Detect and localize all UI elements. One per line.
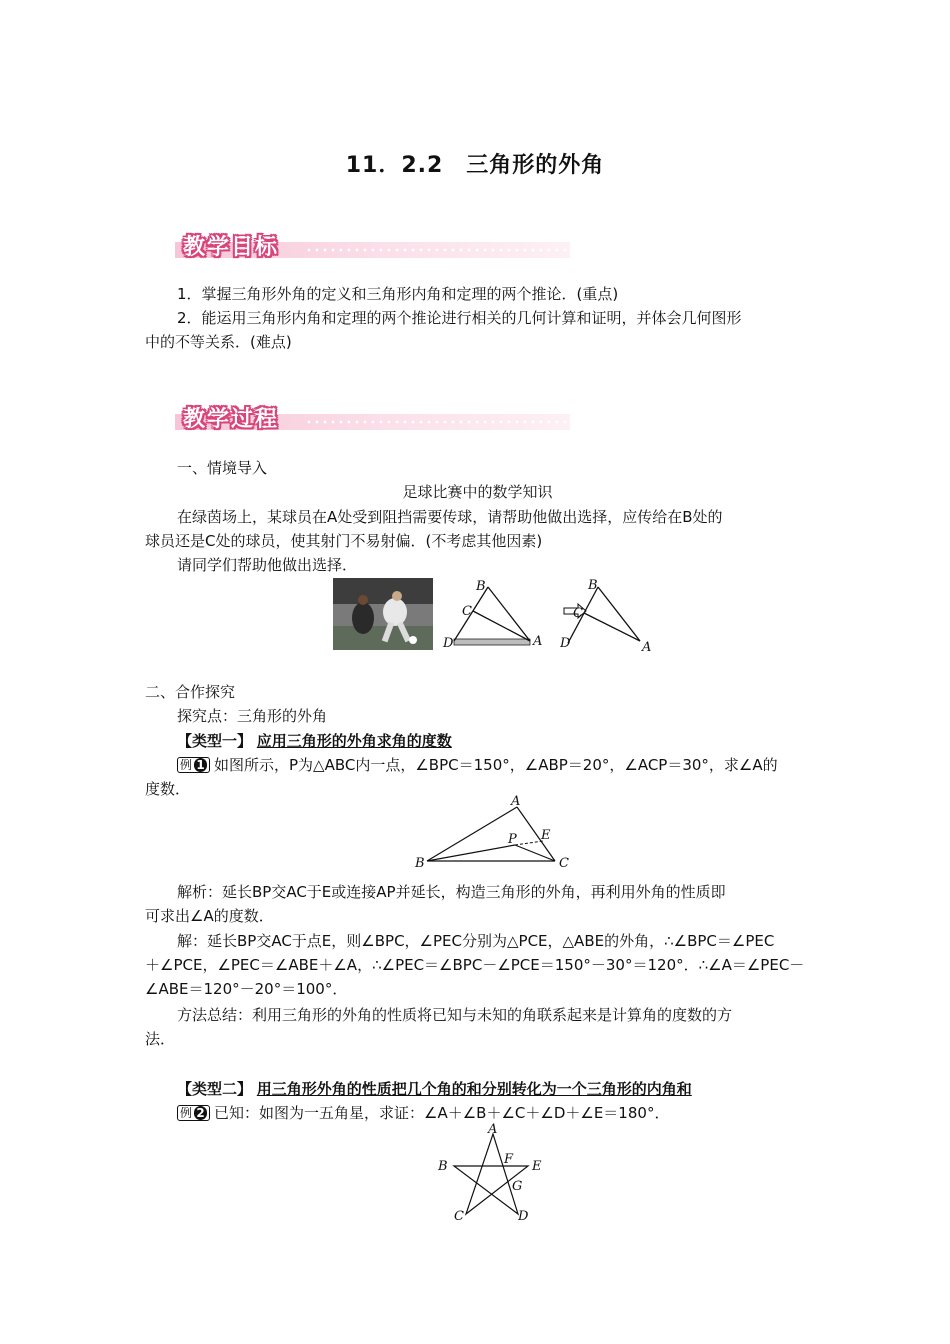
explore-point: 探究点：三角形的外角 [177,707,328,725]
example-1-text: 如图所示，P为△ABC内一点，∠BPC＝150°，∠ABP＝20°，∠ACP＝30°，求∠A的 [214,756,778,774]
star-label-F: F [504,1152,514,1167]
process-banner [175,402,570,436]
objectives-heading: 教学目标 [183,235,280,260]
story-title: 足球比赛中的数学知识 [402,483,553,501]
process-heading: 教学过程 [183,407,280,432]
type-2-label: 【类型二】 [177,1080,253,1098]
example-1-line2: 度数． [145,780,191,798]
triangle-diagram-right [560,575,660,655]
story-paragraph-line1: 在绿茵场上，某球员在A处受到阻挡需要传球，请帮助他做出选择，应传给在B处的 [177,508,723,526]
type-1-label: 【类型一】 [177,732,253,750]
story-paragraph-line2: 球员还是C处的球员，使其射门不易射偏．(不考虑其他因素) [145,532,543,550]
summary-line2: 法． [145,1030,176,1048]
story-prompt: 请同学们帮助他做出选择． [177,556,358,574]
type-2-title: 用三角形外角的性质把几个角的和分别转化为一个三角形的内角和 [256,1080,692,1098]
type-2-heading [145,1077,842,1101]
label-A: A [533,634,543,649]
ex1-label-P: P [508,832,517,847]
ex1-label-E: E [541,828,551,843]
section-1-heading: 一、情境导入 [177,459,268,477]
objective-2-line1: 2．能运用三角形内角和定理的两个推论进行相关的几何计算和证明，并体会几何图形 [177,309,742,327]
ex1-label-A: A [511,795,521,809]
ex1-label-B: B [415,856,425,871]
example-2-text: 已知：如图为一五角星，求证：∠A＋∠B＋∠C＋∠D＋∠E＝180°． [214,1104,670,1122]
example-1-figure [405,795,585,875]
objective-2-line2: 中的不等关系．(难点) [145,333,292,351]
page-title: 11．2.2 三角形的外角 [345,153,605,178]
example-1-badge: 例 1 [177,757,210,773]
example-1-line1 [177,753,842,777]
label-B-2: B [588,578,598,593]
star-label-E: E [532,1159,542,1174]
label-A-2: A [642,640,652,655]
objective-1: 1．掌握三角形外角的定义和三角形内角和定理的两个推论．(重点) [177,285,619,303]
analysis-line2: 可求出∠A的度数． [145,907,274,925]
analysis-line1: 解析：延长BP交AC于E或连接AP并延长，构造三角形的外角，再利用外角的性质即 [177,883,726,901]
solution-line2: ＋∠PCE，∠PEC＝∠ABE＋∠A，∴∠PEC＝∠BPC－∠PCE＝150°－30°＝120°．∴∠A＝∠PEC－ [145,956,805,974]
label-B: B [476,579,486,594]
label-C: C [462,604,472,619]
triangle-diagram-left [440,575,545,653]
section-2-heading: 二、合作探究 [145,683,236,701]
star-label-D: D [518,1209,529,1224]
objectives-banner [175,230,570,264]
label-D-2: D [560,636,571,651]
star-label-A: A [488,1122,498,1137]
star-label-G: G [512,1179,523,1194]
star-label-B: B [438,1159,448,1174]
label-C-2: C [573,606,583,621]
type-1-title: 应用三角形的外角求角的度数 [256,732,452,750]
star-figure [430,1122,550,1227]
example-2-badge: 例 2 [177,1105,210,1121]
summary-line1: 方法总结：利用三角形的外角的性质将已知与未知的角联系起来是计算角的度数的方 [177,1006,733,1024]
football-photo [333,578,433,650]
star-label-C: C [454,1209,464,1224]
solution-line3: ∠ABE＝120°－20°＝100°． [145,980,348,998]
solution-line1: 解：延长BP交AC于点E，则∠BPC，∠PEC分别为△PCE，△ABE的外角，∴∠BPC＝∠PEC [177,932,775,950]
label-D: D [443,636,454,651]
type-1-heading [145,729,842,753]
ex1-label-C: C [559,856,569,871]
